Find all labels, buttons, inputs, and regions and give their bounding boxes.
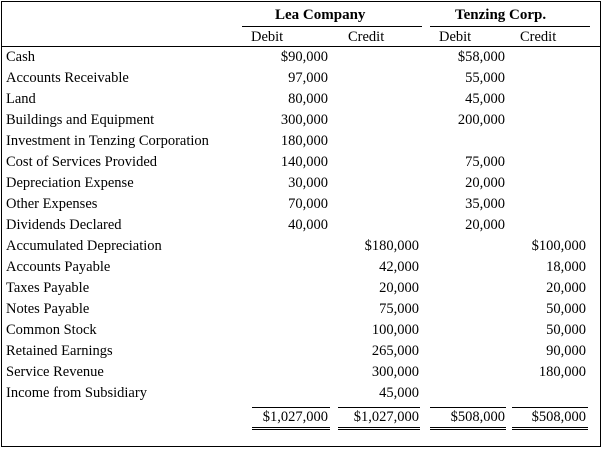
lea-credit-cell: 265,000 bbox=[371, 343, 419, 359]
lea-debit-cell: 40,000 bbox=[288, 217, 328, 233]
lea-credit-cell: 100,000 bbox=[371, 322, 419, 338]
tenzing-debit-cell: 45,000 bbox=[465, 91, 505, 107]
tenzing-debit-cell: 75,000 bbox=[465, 154, 505, 170]
tenzing-credit-header: Credit bbox=[520, 29, 557, 45]
tenzing-debit-cell: 55,000 bbox=[465, 70, 505, 86]
lea-credit-cell: 20,000 bbox=[379, 280, 419, 296]
account-label: Income from Subsidiary bbox=[6, 385, 147, 401]
tenzing-credit-cell: 50,000 bbox=[546, 301, 586, 317]
lea-debit-cell: $90,000 bbox=[280, 49, 328, 65]
lea-credit-cell: 42,000 bbox=[379, 259, 419, 275]
lea-debit-cell: 180,000 bbox=[280, 133, 328, 149]
lea-company-header: Lea Company bbox=[275, 7, 366, 23]
account-label: Cash bbox=[6, 49, 35, 65]
lea-debit-cell: 80,000 bbox=[288, 91, 328, 107]
tenzing-credit-cell: 18,000 bbox=[546, 259, 586, 275]
account-label: Notes Payable bbox=[6, 301, 90, 317]
tenzing-debit-total: $508,000 bbox=[450, 409, 505, 425]
tenzing-debit-cell: $58,000 bbox=[457, 49, 505, 65]
lea-debit-cell: 140,000 bbox=[280, 154, 328, 170]
account-label: Accumulated Depreciation bbox=[6, 238, 162, 254]
lea-debit-cell: 70,000 bbox=[288, 196, 328, 212]
tenzing-credit-total: $508,000 bbox=[531, 409, 586, 425]
account-label: Dividends Declared bbox=[6, 217, 122, 233]
account-label: Investment in Tenzing Corporation bbox=[6, 133, 209, 149]
lea-credit-cell: 300,000 bbox=[371, 364, 419, 380]
account-label: Accounts Payable bbox=[6, 259, 111, 275]
account-label: Depreciation Expense bbox=[6, 175, 134, 191]
tenzing-debit-cell: 200,000 bbox=[457, 112, 505, 128]
tenzing-credit-cell: 90,000 bbox=[546, 343, 586, 359]
lea-debit-double-rule bbox=[252, 427, 330, 430]
tenzing-debit-cell: 20,000 bbox=[465, 175, 505, 191]
lea-header-rule bbox=[242, 26, 422, 27]
lea-credit-header: Credit bbox=[348, 29, 385, 45]
lea-debit-cell: 30,000 bbox=[288, 175, 328, 191]
column-header-rule bbox=[2, 46, 600, 47]
tenzing-header-rule bbox=[430, 26, 590, 27]
account-label: Cost of Services Provided bbox=[6, 154, 158, 170]
account-label: Land bbox=[6, 91, 36, 107]
account-label: Retained Earnings bbox=[6, 343, 113, 359]
tenzing-debit-cell: 20,000 bbox=[465, 217, 505, 233]
lea-credit-total: $1,027,000 bbox=[353, 409, 419, 425]
lea-credit-cell: 75,000 bbox=[379, 301, 419, 317]
tenzing-debit-header: Debit bbox=[439, 29, 472, 45]
tenzing-corp-header: Tenzing Corp. bbox=[455, 7, 547, 23]
lea-debit-cell: 97,000 bbox=[288, 70, 328, 86]
trial-balance-table bbox=[1, 1, 601, 447]
lea-credit-cell: $180,000 bbox=[364, 238, 419, 254]
tenzing-debit-cell: 35,000 bbox=[465, 196, 505, 212]
tenzing-credit-cell: 50,000 bbox=[546, 322, 586, 338]
account-label: Service Revenue bbox=[6, 364, 104, 380]
account-label: Common Stock bbox=[6, 322, 97, 338]
tenzing-credit-cell: 180,000 bbox=[538, 364, 586, 380]
lea-debit-total: $1,027,000 bbox=[262, 409, 328, 425]
tenzing-credit-cell: $100,000 bbox=[531, 238, 586, 254]
tenzing-debit-double-rule bbox=[430, 427, 506, 430]
lea-credit-cell: 45,000 bbox=[379, 385, 419, 401]
tenzing-credit-double-rule bbox=[512, 427, 588, 430]
tenzing-credit-cell: 20,000 bbox=[546, 280, 586, 296]
lea-debit-cell: 300,000 bbox=[280, 112, 328, 128]
account-label: Other Expenses bbox=[6, 196, 98, 212]
lea-debit-header: Debit bbox=[251, 29, 284, 45]
lea-credit-double-rule bbox=[338, 427, 420, 430]
account-label: Taxes Payable bbox=[6, 280, 90, 296]
account-label: Accounts Receivable bbox=[6, 70, 129, 86]
account-label: Buildings and Equipment bbox=[6, 112, 155, 128]
